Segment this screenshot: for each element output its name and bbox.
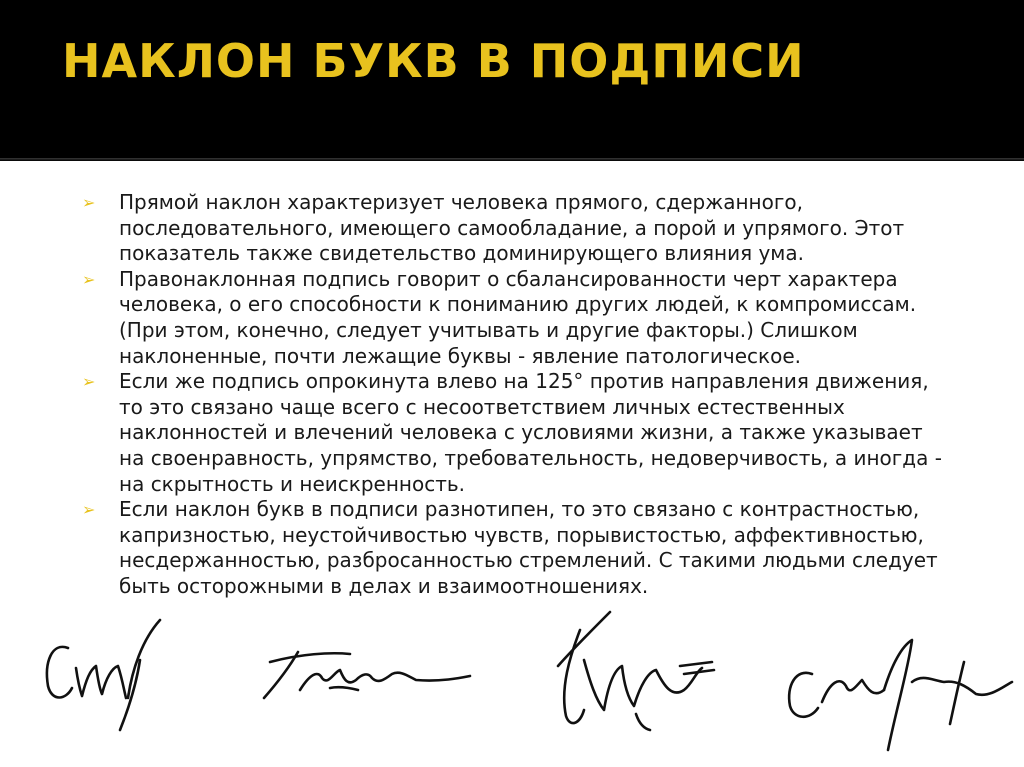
bullet-line: Если наклон букв в подписи разнотипен, то это связано с контрастностью, (119, 497, 920, 522)
bullet-line: быть осторожными в делах и взаимоотношениях. (119, 573, 649, 598)
bullet-line: Правонаклонная подпись говорит о сбалансированности черт характера (119, 266, 898, 291)
bullet-line: наклоненные, почти лежащие буквы - явление патологическое. (119, 343, 802, 368)
arrow-bullet-icon: ➢ (82, 193, 96, 212)
signature-sample-upright (47, 620, 160, 730)
bullet-line: на своенравность, упрямство, требовательность, недоверчивость, а иногда - (119, 445, 942, 470)
slide-title: НАКЛОН БУКВ В ПОДПИСИ (62, 34, 805, 88)
arrow-bullet-icon: ➢ (82, 500, 96, 520)
bullet-line: Прямой наклон характеризует человека прямого, сдержанного, (119, 190, 803, 214)
signature-sample-mixed-slant (789, 640, 1012, 750)
signature-sample-left-slant (558, 612, 714, 730)
bullet-line: показатель также свидетельство доминирующего влияния ума. (119, 241, 804, 266)
title-bar (0, 0, 1024, 160)
signature-sample-right-slant (264, 652, 470, 698)
bullet-line: несдержанностью, разбросанностью стремлений. С такими людьми следует (119, 548, 938, 573)
bullet-item (82, 497, 982, 599)
bullet-line: капризностью, неустойчивостью чувств, порывистостью, аффективностью, (119, 522, 924, 547)
arrow-bullet-icon: ➢ (82, 269, 96, 289)
bullet-item (82, 190, 982, 267)
bullet-line: человека, о его способности к пониманию других людей, к компромиссам. (119, 292, 917, 317)
bullet-line: Если же подпись опрокинута влево на 125° против направления движения, (119, 369, 929, 394)
title-divider (0, 158, 1024, 161)
bullet-list (82, 190, 982, 600)
bullet-line: (При этом, конечно, следует учитывать и другие факторы.) Слишком (119, 317, 858, 342)
bullet-line: наклонностей и влечений человека с условиями жизни, а также указывает (119, 420, 923, 445)
bullet-line: на скрытность и неискренность. (119, 471, 465, 496)
bullet-line: последовательного, имеющего самообладание, а порой и упрямого. Этот (119, 215, 905, 240)
arrow-bullet-icon: ➢ (82, 372, 96, 392)
signature-samples (0, 590, 1024, 767)
bullet-line: то это связано чаще всего с несоответствием личных естественных (119, 394, 845, 419)
bullet-item (82, 267, 982, 369)
bullet-item (82, 369, 982, 497)
